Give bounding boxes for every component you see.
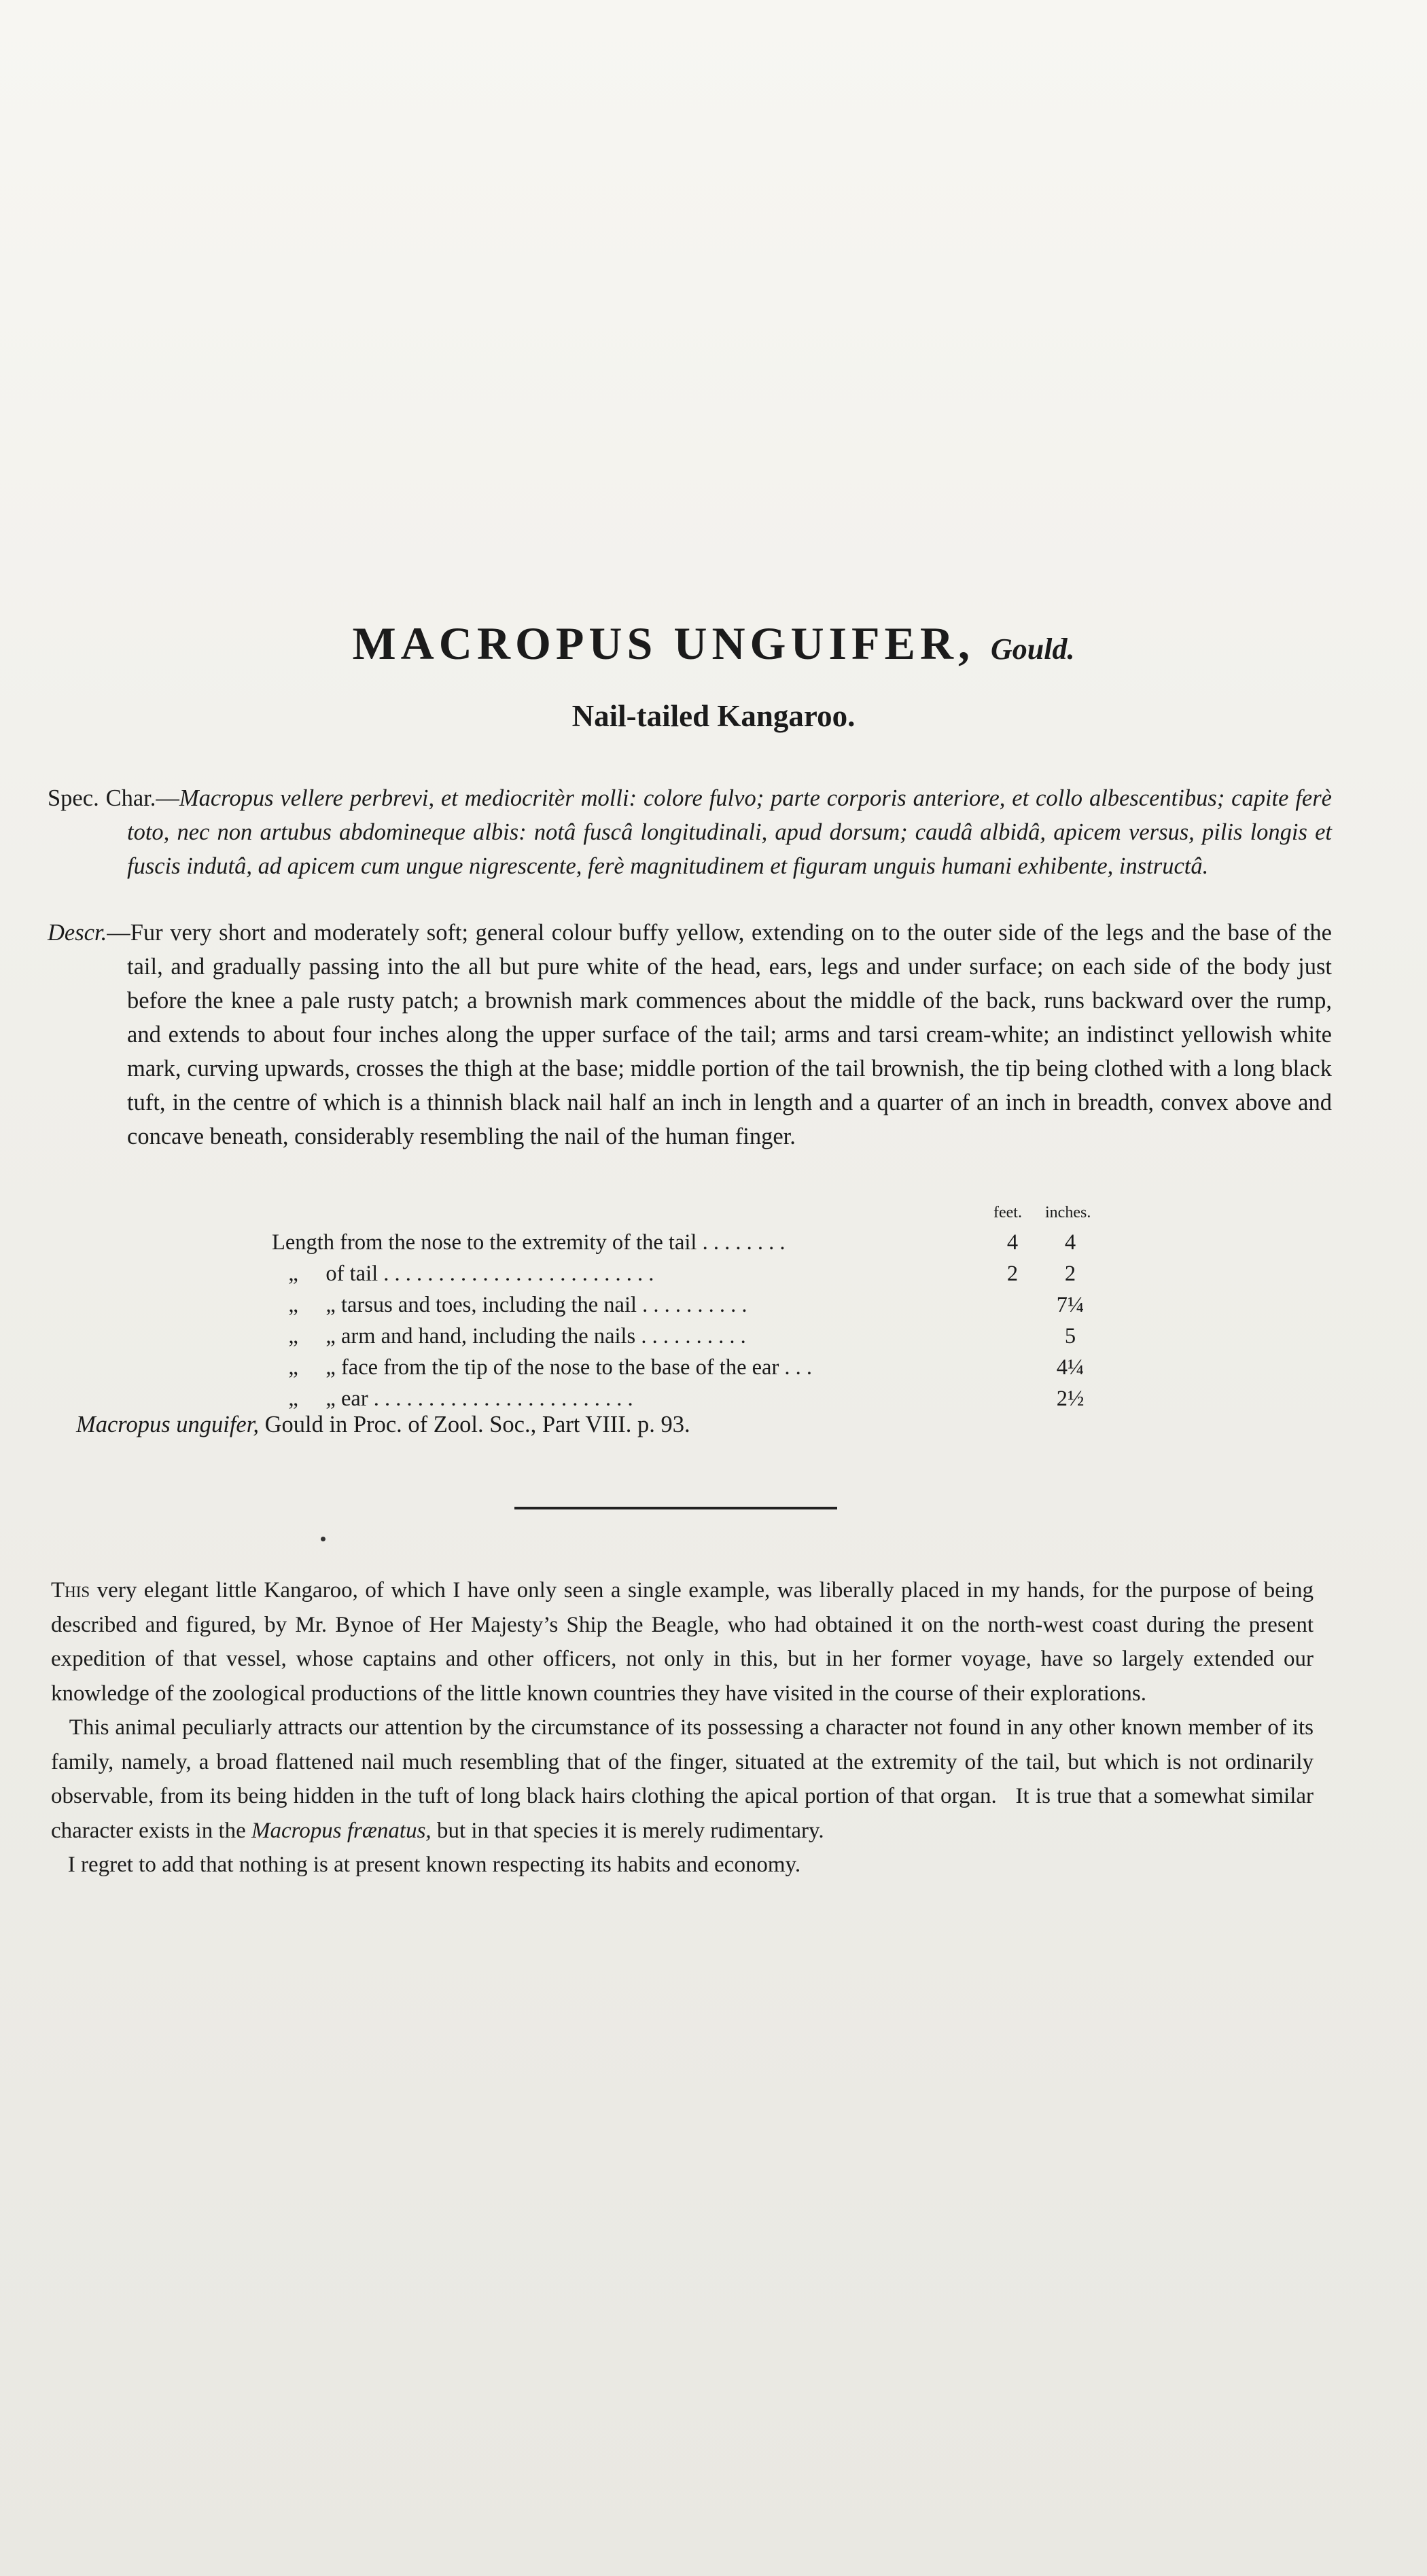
measurement-inches: 5 xyxy=(1064,1324,1076,1348)
reference-name: Macropus unguifer, xyxy=(76,1412,259,1437)
measurement-row xyxy=(272,1258,1114,1289)
inches-header: inches. xyxy=(1045,1204,1091,1221)
common-name: Nail-tailed Kangaroo. xyxy=(571,699,856,733)
measurement-inches: 2 xyxy=(1064,1262,1076,1286)
measurement-label: „ „ arm and hand, including the nails . . . . . . . . . . xyxy=(272,1324,746,1348)
measurements-table xyxy=(272,1204,1114,1414)
measurement-feet: 2 xyxy=(1006,1262,1019,1286)
measurement-row xyxy=(272,1227,1114,1258)
paragraph-2-text: This animal peculiarly attracts our attention by the circumstance of its possessing a character not found in any other known member of its family, namely, a broad flattened nail much resembling that of the finger, situated at the extremity of the tail, but which is not ordinarily observable, from its being hidden in the tuft of long black hairs clothing the apical portion of that organ. It is true that a somewhat similar character exists in the xyxy=(51,1715,1314,1843)
spec-char-text: Macropus vellere perbrevi, et mediocritèr molli: colore fulvo; parte corporis anteriore, et collo albescentibus; capite ferè toto, nec non artubus abdomineque albis: notâ fuscâ longitudinali, apud dorsum; caudâ albidâ, apicem versus, pilis longis et fuscis indutâ, ad apicem cum ungue nigrescente, ferè magnitudinem et figuram unguis humani exhibente, instructâ. xyxy=(127,785,1332,879)
paragraph-1 xyxy=(51,1573,1314,1711)
measurement-label: „ „ face from the tip of the nose to the base of the ear . . . xyxy=(272,1355,813,1380)
ink-speck xyxy=(321,1537,325,1541)
measurement-inches: 4 xyxy=(1064,1230,1076,1255)
descr-label: Descr. xyxy=(48,920,107,946)
measurement-inches: 7¼ xyxy=(1056,1293,1085,1317)
measurement-row xyxy=(272,1352,1114,1383)
paragraph-2-tail: but in that species it is merely rudimentary. xyxy=(431,1818,824,1843)
reference-citation xyxy=(76,1412,690,1438)
measurement-row xyxy=(272,1321,1114,1352)
measurement-inches: 2½ xyxy=(1056,1387,1085,1411)
measurement-feet: 4 xyxy=(1006,1230,1019,1255)
measurement-label: Length from the nose to the extremity of the tail . . . . . . . . xyxy=(272,1230,786,1255)
body-text xyxy=(51,1573,1314,1882)
reference-text: Gould in Proc. of Zool. Soc., Part VIII. p. 93. xyxy=(258,1412,690,1437)
measurement-label: „ „ ear . . . . . . . . . . . . . . . . . . . . . . . . xyxy=(272,1387,633,1411)
paragraph-2 xyxy=(51,1711,1314,1848)
measurement-label: „ of tail . . . . . . . . . . . . . . . . . . . . . . . . . xyxy=(272,1262,654,1286)
measurements-header xyxy=(272,1204,1114,1227)
description xyxy=(48,916,1332,1153)
measurement-label: „ „ tarsus and toes, including the nail . . . . . . . . . . xyxy=(272,1293,747,1317)
species-name: MACROPUS UNGUIFER, xyxy=(352,618,975,669)
paragraph-3: I regret to add that nothing is at present known respecting its habits and economy. xyxy=(51,1853,801,1877)
spec-char-label: Spec. Char.— xyxy=(48,785,179,811)
feet-header: feet. xyxy=(993,1204,1022,1221)
paragraph-1-text: very elegant little Kangaroo, of which I have only seen a single example, was liberally placed in my hands, for the purpose of being described and figured, by Mr. Bynoe of Her Majesty’s Ship the Beagle, who had obtained it on the north-west coast during the present expedition of that vessel, whose captains and other officers, not only in this, but in her former voyage, have so largely extended our knowledge of the zoological productions of the little known countries they have visited in the course of their explorations. xyxy=(51,1578,1314,1706)
species-author: Gould. xyxy=(991,632,1075,666)
section-divider xyxy=(514,1507,837,1509)
descr-text: —Fur very short and moderately soft; general colour buffy yellow, extending on to the outer side of the legs and the base of the tail, and gradually passing into the all but pure white of the head, ears, legs and under surface; on each side of the body just before the knee a pale rusty patch; a brownish mark commences about the middle of the back, runs backward over the rump, and extends to about four inches along the upper surface of the tail; arms and tarsi cream-white; an indistinct yellowish white mark, curving upwards, crosses the thigh at the base; middle portion of the tail brownish, the tip being clothed with a long black tuft, in the centre of which is a thinnish black nail half an inch in length and a quarter of an inch in breadth, convex above and concave beneath, considerably resembling the nail of the human finger. xyxy=(107,920,1332,1149)
measurement-inches: 4¼ xyxy=(1056,1355,1085,1380)
measurement-row xyxy=(272,1383,1114,1414)
paragraph-2-species: Macropus frænatus, xyxy=(251,1818,431,1843)
measurement-row xyxy=(272,1289,1114,1321)
species-title xyxy=(0,617,1427,670)
drop-word: This xyxy=(51,1578,90,1603)
specific-character xyxy=(48,781,1332,883)
